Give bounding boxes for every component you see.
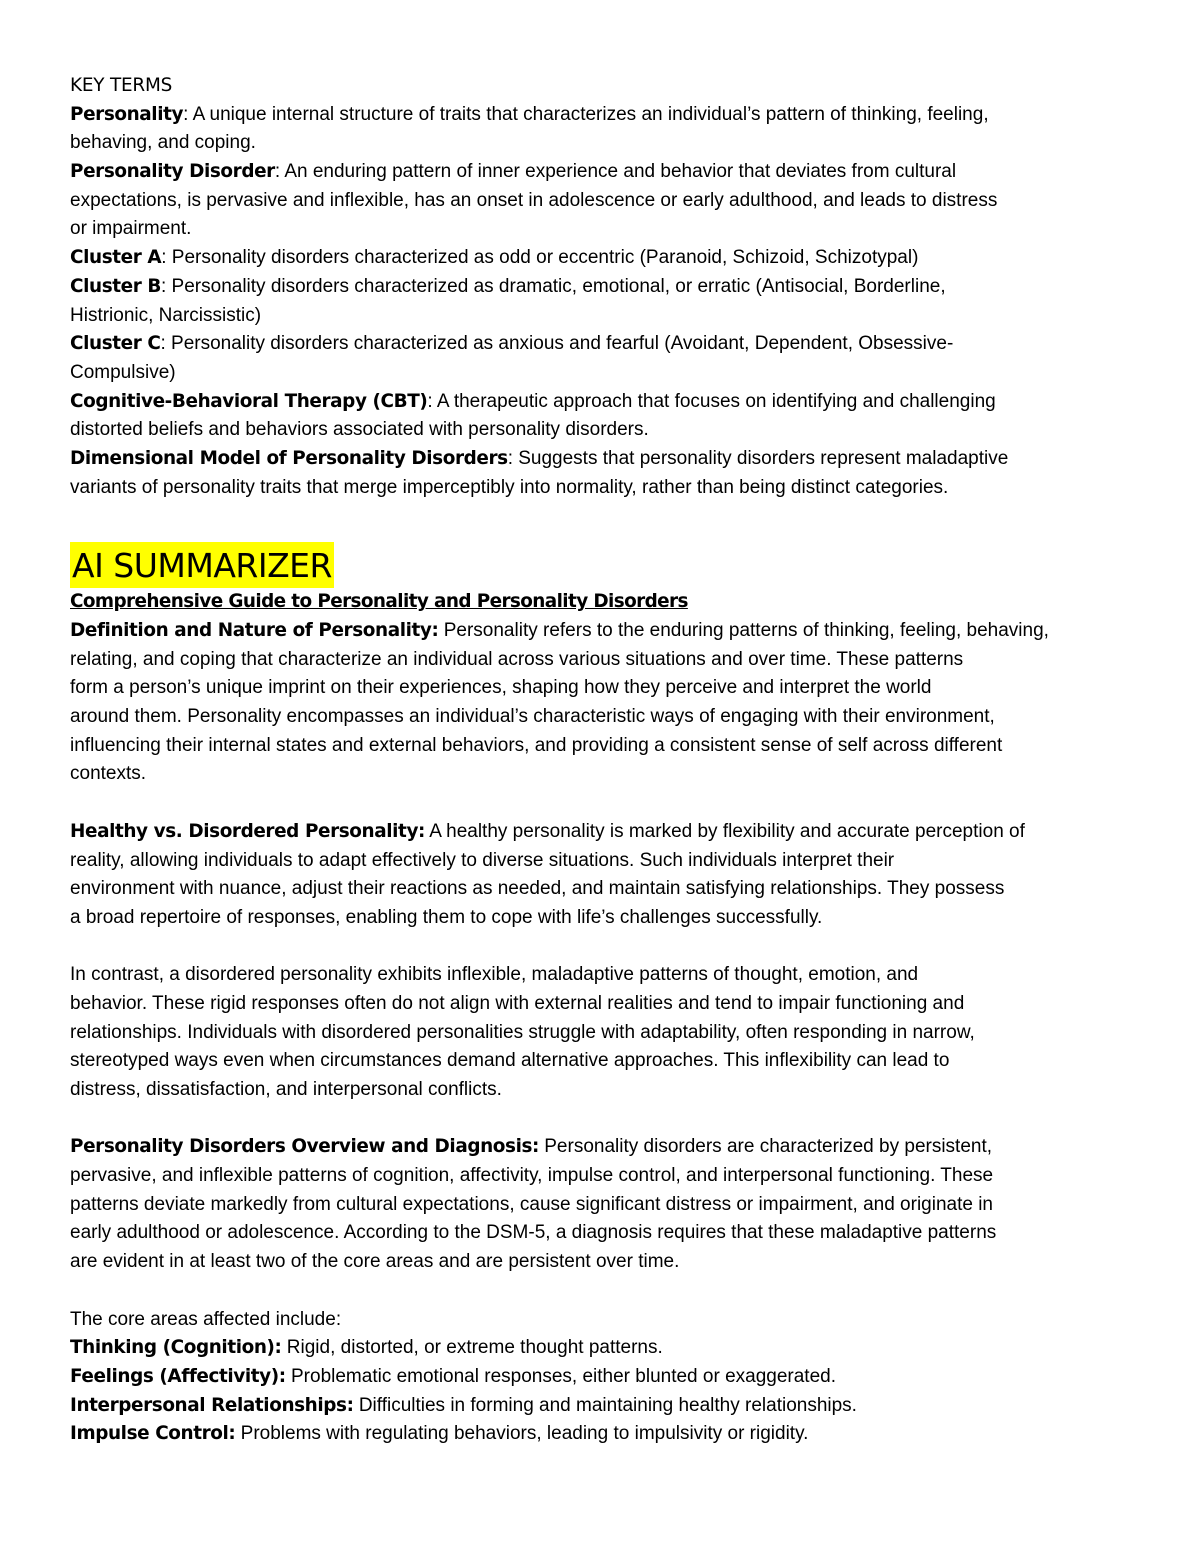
section-spacer <box>70 502 1140 538</box>
core-area-interpersonal <box>70 1392 1140 1421</box>
term-definition: : Personality disorders characterized as dramatic, emotional, or erratic (Antisocial, Borderline, <box>161 275 946 297</box>
paragraph-heading: Healthy vs. Disordered Personality: <box>70 820 425 842</box>
term-definition: : Suggests that personality disorders represent maladaptive <box>507 447 1009 469</box>
core-area-label: Feelings (Affectivity): <box>70 1365 286 1387</box>
paragraph-spacer <box>70 1277 1140 1306</box>
paragraph-line: stereotyped ways even when circumstances demand alternative approaches. This inflexibility can lead to <box>70 1050 950 1072</box>
paragraph-heading: Definition and Nature of Personality: <box>70 620 439 641</box>
paragraph-line: form a person’s unique imprint on their experiences, shaping how they perceive and interpret the world <box>70 677 932 699</box>
term-cluster-c <box>70 330 1140 359</box>
core-areas-intro: The core areas affected include: <box>70 1308 342 1330</box>
term-definition: : An enduring pattern of inner experience and behavior that deviates from cultural <box>274 161 957 183</box>
healthy-paragraph-start <box>70 818 1140 847</box>
paragraph-line: distress, dissatisfaction, and interpersonal conflicts. <box>70 1079 502 1100</box>
term-definition: : A unique internal structure of traits that characterizes an individual’s pattern of thinking, feeling, <box>183 103 989 125</box>
paragraph-line: relating, and coping that characterize an individual across various situations and over time. These patterns <box>70 648 964 670</box>
paragraph-line: patterns deviate markedly from cultural expectations, cause significant distress or impairment, and originate in <box>70 1193 993 1215</box>
paragraph-line: environment with nuance, adjust their reactions as needed, and maintain satisfying relationships. They possess <box>70 878 1005 900</box>
summarizer-section <box>70 538 1140 1449</box>
key-terms-section <box>70 72 1140 502</box>
definition-line: expectations, is pervasive and inflexible, has an onset in adolescence or early adulthood, and leads to distress <box>70 189 998 211</box>
paragraph-text: A healthy personality is marked by flexibility and accurate perception of <box>425 820 1025 842</box>
paragraph-text: Personality disorders are characterized by persistent, <box>538 1136 993 1158</box>
term-label: Cluster B <box>70 275 161 297</box>
paragraph-line: pervasive, and inflexible patterns of cognition, affectivity, impulse control, and interpersonal functioning. These <box>70 1165 994 1187</box>
term-definition: : A therapeutic approach that focuses on identifying and challenging <box>427 390 996 412</box>
core-area-thinking <box>70 1334 1140 1363</box>
guide-title: Comprehensive Guide to Personality and Personality Disorders <box>70 591 688 613</box>
definition-line: or impairment. <box>70 218 192 240</box>
term-cbt <box>70 388 1140 417</box>
term-dimensional-model <box>70 445 1140 474</box>
paragraph-line: around them. Personality encompasses an individual’s characteristic ways of engaging with their environment, <box>70 706 995 728</box>
core-area-label: Interpersonal Relationships: <box>70 1394 354 1416</box>
core-area-text: Rigid, distorted, or extreme thought patterns. <box>281 1337 663 1359</box>
paragraph-line: influencing their internal states and external behaviors, and providing a consistent sense of self across different <box>70 734 1003 756</box>
definition-line: Histrionic, Narcissistic) <box>70 304 262 326</box>
term-definition: : Personality disorders characterized as odd or eccentric (Paranoid, Schizoid, Schizotypal) <box>161 247 919 269</box>
paragraph-line: early adulthood or adolescence. According to the DSM-5, a diagnosis requires that these maladaptive patterns <box>70 1222 997 1244</box>
core-area-text: Problems with regulating behaviors, leading to impulsivity or rigidity. <box>235 1423 809 1445</box>
definition-paragraph-start <box>70 617 1140 646</box>
core-area-impulse <box>70 1420 1140 1449</box>
term-personality <box>70 101 1140 130</box>
core-area-text: Problematic emotional responses, either blunted or exaggerated. <box>285 1365 836 1387</box>
key-terms-heading: KEY TERMS <box>70 75 173 96</box>
paragraph-line: behavior. These rigid responses often do not align with external realities and tend to impair functioning and <box>70 992 965 1014</box>
term-label: Cluster C <box>70 333 161 355</box>
definition-line: behaving, and coping. <box>70 132 256 154</box>
definition-line: Compulsive) <box>70 361 176 383</box>
paragraph-heading: Personality Disorders Overview and Diagnosis: <box>70 1136 539 1158</box>
core-area-text: Difficulties in forming and maintaining healthy relationships. <box>353 1394 857 1416</box>
core-area-label: Thinking (Cognition): <box>70 1337 282 1359</box>
paragraph-line: a broad repertoire of responses, enabling them to cope with life’s challenges successfully. <box>70 906 823 928</box>
term-label: Cognitive-Behavioral Therapy (CBT) <box>70 390 428 412</box>
paragraph-spacer <box>70 1105 1140 1134</box>
term-personality-disorder <box>70 158 1140 187</box>
definition-line: distorted beliefs and behaviors associated with personality disorders. <box>70 419 649 441</box>
document-page <box>70 72 1140 1449</box>
definition-line: variants of personality traits that merge imperceptibly into normality, rather than being distinct categories. <box>70 476 949 498</box>
term-cluster-a <box>70 244 1140 273</box>
term-label: Dimensional Model of Personality Disorders <box>70 447 508 469</box>
paragraph-line: contexts. <box>70 763 147 785</box>
paragraph-line: relationships. Individuals with disordered personalities struggle with adaptability, often responding in narrow, <box>70 1021 975 1043</box>
term-cluster-b <box>70 273 1140 302</box>
term-label: Personality Disorder <box>70 161 275 183</box>
paragraph-line: are evident in at least two of the core areas and are persistent over time. <box>70 1251 680 1273</box>
paragraph-line: In contrast, a disordered personality exhibits inflexible, maladaptive patterns of thought, emotion, and <box>70 964 919 986</box>
paragraph-spacer <box>70 789 1140 818</box>
overview-paragraph-start <box>70 1133 1140 1162</box>
core-area-feelings <box>70 1363 1140 1392</box>
term-definition: : Personality disorders characterized as anxious and fearful (Avoidant, Dependent, Obsessive- <box>160 333 954 355</box>
summarizer-title-row <box>70 538 1140 588</box>
paragraph-line: reality, allowing individuals to adapt effectively to diverse situations. Such individuals interpret their <box>70 849 895 871</box>
term-label: Cluster A <box>70 247 162 269</box>
paragraph-text: Personality refers to the enduring patterns of thinking, feeling, behaving, <box>438 620 1049 641</box>
term-label: Personality <box>70 103 184 125</box>
core-area-label: Impulse Control: <box>70 1423 236 1445</box>
summarizer-title: AI SUMMARIZER <box>70 542 334 588</box>
paragraph-spacer <box>70 933 1140 962</box>
